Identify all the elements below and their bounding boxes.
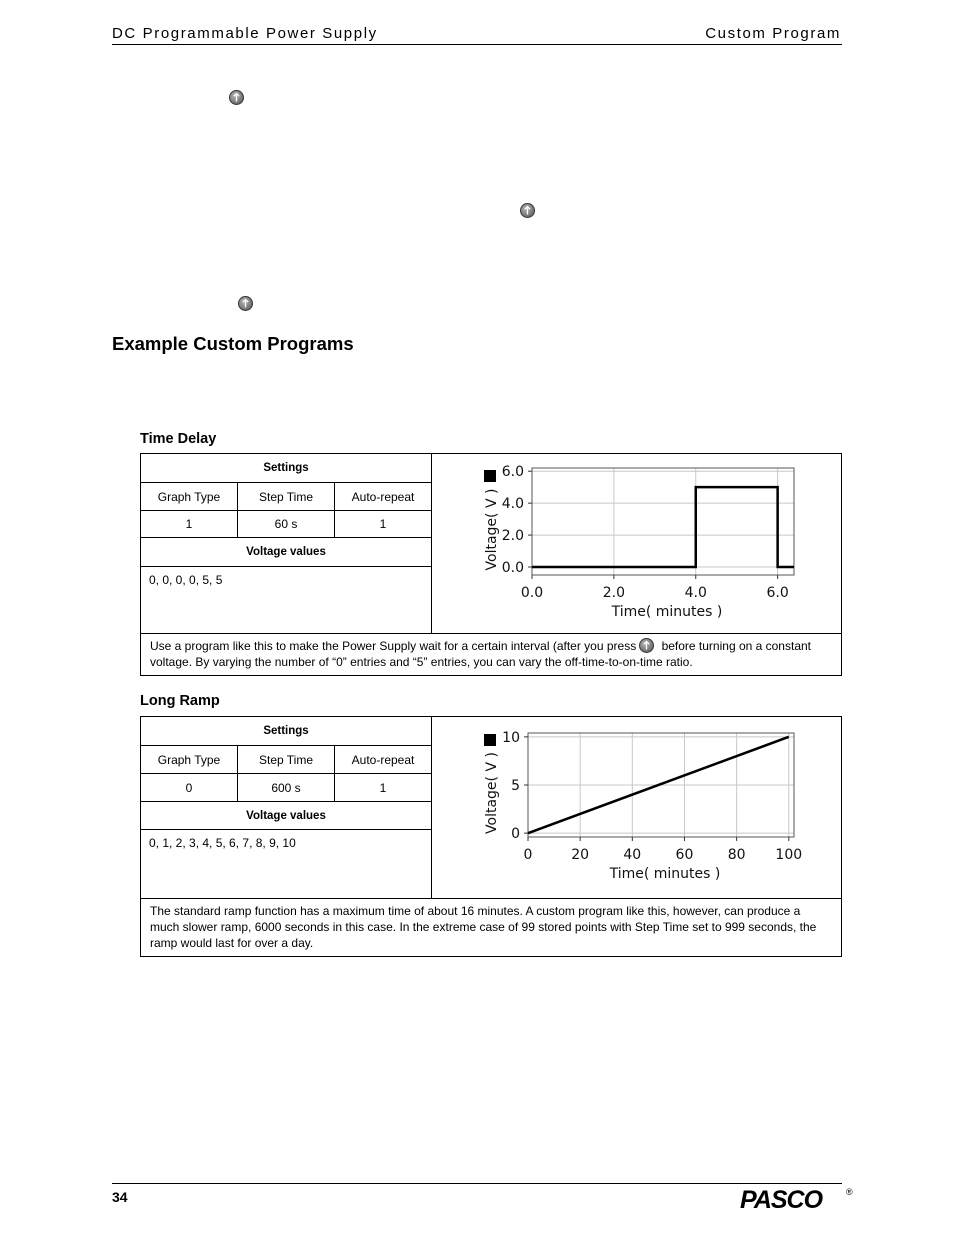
header-right-title: Custom Program <box>705 25 841 42</box>
y-tick-label: 10 <box>502 729 520 746</box>
registered-mark: ® <box>846 1187 853 1197</box>
x-tick-label: 20 <box>571 847 590 863</box>
plot-frame <box>532 468 794 575</box>
x-tick-label: 2.0 <box>602 585 626 601</box>
chart-time-delay <box>432 454 842 633</box>
up-arrow-button-icon <box>238 296 253 311</box>
y-tick-label: 5 <box>511 778 520 794</box>
legend-marker <box>484 470 496 482</box>
caption-text-before: Use a program like this to make the Power Supply wait for a certain interval (after you press <box>150 639 637 653</box>
settings-label: Settings <box>263 462 309 474</box>
pasco-logo: PASCO <box>740 1186 823 1214</box>
chart-time-delay-svg <box>432 454 842 633</box>
x-tick-label: 6.0 <box>766 585 789 601</box>
header-left-title: DC Programmable Power Supply <box>112 25 378 42</box>
column-header: Auto-repeat <box>334 746 431 773</box>
chart-long-ramp <box>432 717 842 898</box>
x-tick-label: 0.0 <box>520 585 544 601</box>
column-header: Step Time <box>237 483 334 510</box>
up-arrow-button-icon <box>229 90 244 105</box>
y-tick-label: 6.0 <box>501 464 524 481</box>
y-axis-label: Voltage( V ) <box>484 752 500 834</box>
chart-long-ramp-svg <box>432 717 842 898</box>
caption-text-after: before turning on a constant voltage. By varying the number of “0” entries and “5” entries, you can vary the off-time-to-on-time ratio. <box>150 639 811 669</box>
x-tick-label: 40 <box>623 847 642 863</box>
y-axis-label: Voltage( V ) <box>484 488 500 571</box>
series-line <box>532 487 794 567</box>
voltage-values: 0, 0, 0, 0, 5, 5 <box>149 573 223 587</box>
settings-label: Settings <box>263 725 309 737</box>
y-tick-label: 2.0 <box>501 528 524 545</box>
column-header: Auto-repeat <box>334 483 431 510</box>
setting-value: 600 s <box>237 774 334 801</box>
x-tick-label: 4.0 <box>684 585 707 601</box>
setting-value: 1 <box>185 517 193 531</box>
example-title-long-ramp: Long Ramp <box>140 693 220 709</box>
column-header: Graph Type <box>157 752 221 767</box>
x-axis-label: Time( minutes ) <box>611 604 723 620</box>
legend-marker <box>484 734 496 746</box>
setting-value: 0 <box>185 780 193 795</box>
setting-value: 1 <box>334 511 431 537</box>
voltage-values: 0, 1, 2, 3, 4, 5, 6, 7, 8, 9, 10 <box>149 836 296 850</box>
settings-table <box>141 454 432 633</box>
example-caption <box>141 633 841 676</box>
column-header: Step Time <box>237 746 334 773</box>
x-tick-label: 60 <box>675 847 694 863</box>
example-caption: The standard ramp function has a maximum time of about 16 minutes. A custom program like this, however, can produce a much slower ramp, 6000 seconds in this case. In the extreme case of 99 stored points with Step Time set to 999 seconds, the ramp would last for over a day. <box>141 898 841 957</box>
example-box-long-ramp <box>140 716 842 957</box>
voltage-values-label: Voltage values <box>246 809 326 822</box>
setting-value: 1 <box>334 774 431 801</box>
voltage-values-label: Voltage values <box>246 546 326 558</box>
x-tick-label: 80 <box>727 847 746 863</box>
page-number: 34 <box>112 1189 128 1205</box>
header-divider <box>112 44 842 45</box>
section-title: Example Custom Programs <box>112 333 354 354</box>
settings-table <box>141 717 432 898</box>
x-tick-label: 100 <box>775 847 803 863</box>
up-arrow-button-icon <box>520 203 535 218</box>
y-tick-label: 0 <box>511 826 520 843</box>
y-tick-label: 4.0 <box>501 496 524 513</box>
column-header: Graph Type <box>157 489 221 504</box>
example-box-time-delay <box>140 453 842 676</box>
up-arrow-button-icon <box>639 638 654 653</box>
x-axis-label: Time( minutes ) <box>609 866 721 882</box>
example-title-time-delay: Time Delay <box>140 431 217 447</box>
footer-divider <box>112 1183 842 1184</box>
y-tick-label: 0.0 <box>501 560 524 577</box>
setting-value: 60 s <box>237 511 334 537</box>
x-tick-label: 0 <box>523 847 533 863</box>
